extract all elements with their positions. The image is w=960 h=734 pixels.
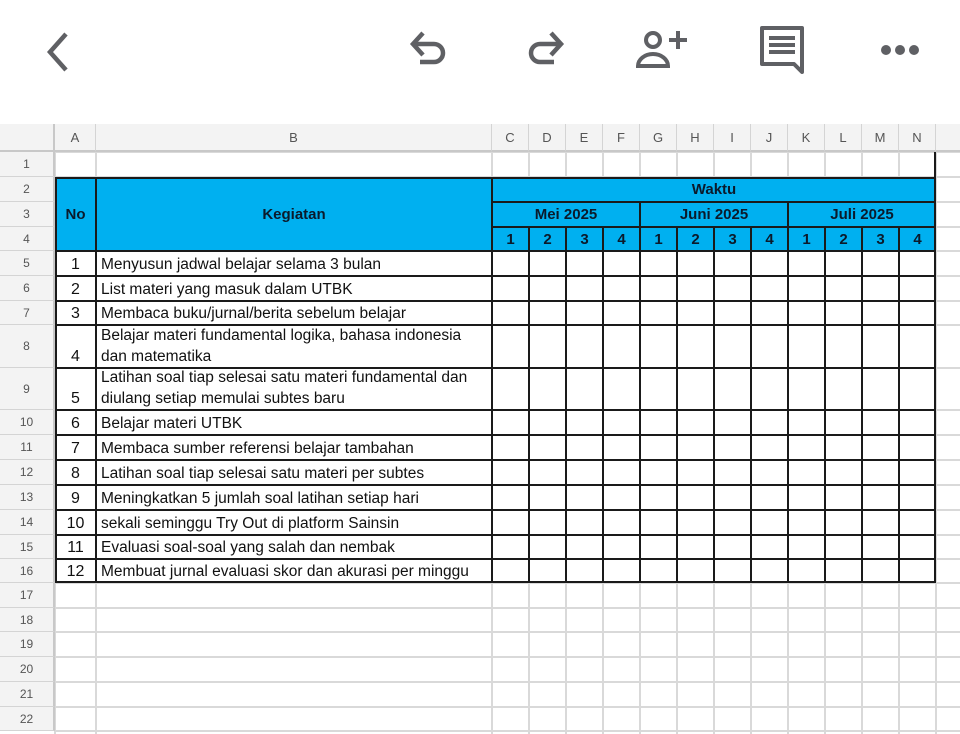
cell-schedule[interactable] [603,559,640,583]
cell-schedule[interactable] [751,325,788,368]
cell-schedule[interactable] [714,410,751,435]
cell-schedule[interactable] [788,368,825,410]
cell-schedule[interactable] [492,510,529,535]
column-header-f[interactable]: F [603,124,640,152]
cell-schedule[interactable] [788,485,825,510]
row-header-14[interactable]: 14 [0,510,55,535]
row-header-9[interactable]: 9 [0,368,55,410]
cell-schedule[interactable] [751,460,788,485]
cell-schedule[interactable] [788,510,825,535]
cell-schedule[interactable] [825,410,862,435]
cell-schedule[interactable] [825,368,862,410]
cell-schedule[interactable] [899,251,936,276]
cell-schedule[interactable] [825,559,862,583]
cell-schedule[interactable] [788,435,825,460]
cell-kegiatan[interactable]: Belajar materi fundamental logika, bahasa indonesia dan matematika [96,325,492,368]
cell-schedule[interactable] [640,325,677,368]
cell-schedule[interactable] [788,559,825,583]
redo-button[interactable] [518,22,574,78]
cell-schedule[interactable] [640,559,677,583]
cell-schedule[interactable] [899,276,936,301]
cell-schedule[interactable] [825,460,862,485]
row-header-18[interactable]: 18 [0,608,55,632]
cell-no[interactable]: 10 [55,510,96,535]
cell-kegiatan[interactable]: List materi yang masuk dalam UTBK [96,276,492,301]
cell-schedule[interactable] [677,535,714,559]
cell-schedule[interactable] [640,251,677,276]
cell-schedule[interactable] [788,410,825,435]
cell-schedule[interactable] [899,460,936,485]
cell-schedule[interactable] [603,485,640,510]
row-header-6[interactable]: 6 [0,276,55,301]
cell-schedule[interactable] [751,435,788,460]
cell-schedule[interactable] [529,276,566,301]
cell-schedule[interactable] [529,460,566,485]
column-header-l[interactable]: L [825,124,862,152]
cell-schedule[interactable] [640,535,677,559]
cell-schedule[interactable] [492,276,529,301]
cell-schedule[interactable] [899,325,936,368]
undo-button[interactable] [400,22,456,78]
column-header-d[interactable]: D [529,124,566,152]
cell-schedule[interactable] [899,301,936,325]
cell-schedule[interactable] [529,485,566,510]
cell-schedule[interactable] [714,485,751,510]
cell-schedule[interactable] [492,410,529,435]
row-header-22[interactable]: 22 [0,707,55,731]
cell-schedule[interactable] [529,410,566,435]
cell-schedule[interactable] [603,510,640,535]
cell-kegiatan[interactable]: Membaca buku/jurnal/berita sebelum belajar [96,301,492,325]
cell-schedule[interactable] [899,559,936,583]
cell-no[interactable]: 8 [55,460,96,485]
spreadsheet-grid[interactable] [0,124,960,734]
cell-schedule[interactable] [714,368,751,410]
column-header-n[interactable]: N [899,124,936,152]
cell-kegiatan[interactable]: Latihan soal tiap selesai satu materi fundamental dan diulang setiap memulai subtes baru [96,368,492,410]
cell-schedule[interactable] [825,435,862,460]
cell-schedule[interactable] [603,368,640,410]
row-header-19[interactable]: 19 [0,632,55,657]
cell-schedule[interactable] [566,559,603,583]
cell-schedule[interactable] [603,435,640,460]
cell-schedule[interactable] [788,460,825,485]
cell-schedule[interactable] [788,301,825,325]
share-button[interactable] [636,22,692,78]
cell-schedule[interactable] [603,276,640,301]
cell-schedule[interactable] [640,301,677,325]
cell-schedule[interactable] [492,535,529,559]
header-no[interactable]: No [55,177,96,251]
cell-schedule[interactable] [529,301,566,325]
cell-schedule[interactable] [677,485,714,510]
cell-kegiatan[interactable]: Membuat jurnal evaluasi skor dan akurasi per minggu [96,559,492,583]
header-month[interactable]: Juli 2025 [788,202,936,227]
header-waktu[interactable]: Waktu [492,177,936,202]
cell-schedule[interactable] [677,410,714,435]
cell-schedule[interactable] [603,410,640,435]
header-week[interactable]: 2 [529,227,566,251]
more-options-button[interactable] [872,22,928,78]
cell-schedule[interactable] [751,368,788,410]
cell-schedule[interactable] [788,535,825,559]
cell-no[interactable]: 12 [55,559,96,583]
row-header-4[interactable]: 4 [0,227,55,251]
back-button[interactable] [32,22,88,78]
column-header-m[interactable]: M [862,124,899,152]
cell-schedule[interactable] [862,276,899,301]
cell-schedule[interactable] [529,325,566,368]
cell-schedule[interactable] [751,559,788,583]
row-header-3[interactable]: 3 [0,202,55,227]
cell-schedule[interactable] [677,460,714,485]
add-person-icon [634,26,694,74]
cell-schedule[interactable] [603,251,640,276]
cell-schedule[interactable] [603,460,640,485]
cell-schedule[interactable] [825,510,862,535]
cell-schedule[interactable] [529,251,566,276]
cell-schedule[interactable] [492,435,529,460]
row-header-5[interactable]: 5 [0,251,55,276]
cell-schedule[interactable] [899,410,936,435]
cell-schedule[interactable] [751,535,788,559]
cell-schedule[interactable] [825,485,862,510]
cell-schedule[interactable] [566,325,603,368]
cell-schedule[interactable] [751,510,788,535]
row-header-21[interactable]: 21 [0,682,55,707]
cell-no[interactable]: 1 [55,251,96,276]
cell-schedule[interactable] [862,301,899,325]
cell-schedule[interactable] [677,510,714,535]
header-week[interactable]: 2 [677,227,714,251]
row-header-15[interactable]: 15 [0,535,55,559]
cell-schedule[interactable] [751,410,788,435]
cell-schedule[interactable] [751,485,788,510]
cell-schedule[interactable] [899,535,936,559]
cell-schedule[interactable] [862,410,899,435]
cell-schedule[interactable] [492,251,529,276]
cell-schedule[interactable] [788,276,825,301]
row-header-12[interactable]: 12 [0,460,55,485]
row-header-7[interactable]: 7 [0,301,55,325]
cell-schedule[interactable] [899,435,936,460]
cell-schedule[interactable] [714,276,751,301]
cell-schedule[interactable] [677,435,714,460]
cell-schedule[interactable] [492,460,529,485]
cell-schedule[interactable] [862,559,899,583]
column-header-g[interactable]: G [640,124,677,152]
column-header-c[interactable]: C [492,124,529,152]
back-icon [40,26,80,74]
cell-schedule[interactable] [714,510,751,535]
cell-schedule[interactable] [640,276,677,301]
cell-schedule[interactable] [677,368,714,410]
cell-schedule[interactable] [677,301,714,325]
cell-schedule[interactable] [640,410,677,435]
cell-schedule[interactable] [862,325,899,368]
cell-schedule[interactable] [529,535,566,559]
cell-schedule[interactable] [529,510,566,535]
cell-schedule[interactable] [677,276,714,301]
row-header-2[interactable]: 2 [0,177,55,202]
cell-kegiatan[interactable]: Menyusun jadwal belajar selama 3 bulan [96,251,492,276]
cell-no[interactable]: 9 [55,485,96,510]
cell-kegiatan[interactable]: Membaca sumber referensi belajar tambahan [96,435,492,460]
cell-schedule[interactable] [677,559,714,583]
cell-schedule[interactable] [825,251,862,276]
cell-no[interactable]: 6 [55,410,96,435]
column-header-a[interactable]: A [55,124,96,152]
cell-schedule[interactable] [714,435,751,460]
cell-schedule[interactable] [492,485,529,510]
cell-schedule[interactable] [899,510,936,535]
row-header-17[interactable]: 17 [0,583,55,608]
column-header-o[interactable] [936,124,960,152]
row-header-20[interactable]: 20 [0,657,55,682]
cell-schedule[interactable] [603,325,640,368]
row-header-8[interactable]: 8 [0,325,55,368]
cell-kegiatan[interactable]: Meningkatkan 5 jumlah soal latihan setiap hari [96,485,492,510]
header-week[interactable]: 1 [492,227,529,251]
cell-schedule[interactable] [862,460,899,485]
cell-schedule[interactable] [825,535,862,559]
cell-kegiatan[interactable]: Latihan soal tiap selesai satu materi per subtes [96,460,492,485]
header-month[interactable]: Juni 2025 [640,202,788,227]
more-icon [876,40,924,60]
cell-schedule[interactable] [862,535,899,559]
column-header-e[interactable]: E [566,124,603,152]
header-week[interactable]: 4 [603,227,640,251]
cell-kegiatan[interactable]: Evaluasi soal-soal yang salah dan nembak [96,535,492,559]
cell-schedule[interactable] [640,460,677,485]
cell-schedule[interactable] [640,435,677,460]
cell-schedule[interactable] [492,325,529,368]
toolbar [0,0,960,124]
cell-schedule[interactable] [492,559,529,583]
cell-schedule[interactable] [492,368,529,410]
cell-schedule[interactable] [566,410,603,435]
column-header-h[interactable]: H [677,124,714,152]
header-month[interactable]: Mei 2025 [492,202,640,227]
header-week[interactable]: 4 [751,227,788,251]
cell-schedule[interactable] [862,251,899,276]
cell-schedule[interactable] [788,251,825,276]
cell-schedule[interactable] [862,485,899,510]
cell-schedule[interactable] [566,460,603,485]
cell-schedule[interactable] [825,325,862,368]
cell-no[interactable]: 4 [55,325,96,368]
column-header-b[interactable]: B [96,124,492,152]
cell-schedule[interactable] [825,276,862,301]
cell-schedule[interactable] [714,460,751,485]
header-week[interactable]: 3 [566,227,603,251]
cell-schedule[interactable] [862,368,899,410]
cell-schedule[interactable] [751,301,788,325]
cell-schedule[interactable] [862,510,899,535]
cell-schedule[interactable] [529,435,566,460]
header-kegiatan[interactable]: Kegiatan [96,177,492,251]
cell-schedule[interactable] [751,251,788,276]
cell-schedule[interactable] [788,325,825,368]
header-week[interactable]: 1 [788,227,825,251]
cell-schedule[interactable] [566,251,603,276]
cell-schedule[interactable] [677,251,714,276]
cell-schedule[interactable] [566,435,603,460]
cell-schedule[interactable] [714,251,751,276]
cell-schedule[interactable] [751,276,788,301]
cell-schedule[interactable] [825,301,862,325]
cell-schedule[interactable] [714,325,751,368]
cell-schedule[interactable] [566,485,603,510]
cell-no[interactable]: 7 [55,435,96,460]
cell-schedule[interactable] [677,325,714,368]
cell-kegiatan[interactable]: Belajar materi UTBK [96,410,492,435]
cell-schedule[interactable] [566,510,603,535]
cell-schedule[interactable] [714,301,751,325]
cell-no[interactable]: 3 [55,301,96,325]
cell-schedule[interactable] [603,535,640,559]
row-header-16[interactable]: 16 [0,559,55,583]
column-header-k[interactable]: K [788,124,825,152]
cell-schedule[interactable] [899,368,936,410]
column-header-j[interactable]: J [751,124,788,152]
row-header-11[interactable]: 11 [0,435,55,460]
comments-button[interactable] [754,22,810,78]
cell-schedule[interactable] [603,301,640,325]
cell-schedule[interactable] [640,368,677,410]
row-header-10[interactable]: 10 [0,410,55,435]
cell-schedule[interactable] [492,301,529,325]
cell-schedule[interactable] [640,510,677,535]
cell-schedule[interactable] [714,559,751,583]
header-week[interactable]: 3 [714,227,751,251]
cell-no[interactable]: 5 [55,368,96,410]
cell-schedule[interactable] [529,559,566,583]
row-header-13[interactable]: 13 [0,485,55,510]
comment-icon [756,24,808,76]
cell-schedule[interactable] [714,535,751,559]
cell-schedule[interactable] [566,368,603,410]
header-week[interactable]: 1 [640,227,677,251]
cell-schedule[interactable] [566,276,603,301]
select-all-corner[interactable] [0,124,55,152]
row-header-1[interactable]: 1 [0,152,55,177]
cell-no[interactable]: 11 [55,535,96,559]
column-header-i[interactable]: I [714,124,751,152]
cell-no[interactable]: 2 [55,276,96,301]
redo-icon [522,26,570,74]
cell-schedule[interactable] [899,485,936,510]
cell-schedule[interactable] [529,368,566,410]
cell-schedule[interactable] [566,301,603,325]
cell-kegiatan[interactable]: sekali seminggu Try Out di platform Sainsin [96,510,492,535]
header-week[interactable]: 3 [862,227,899,251]
cell-schedule[interactable] [862,435,899,460]
header-week[interactable]: 2 [825,227,862,251]
undo-icon [404,26,452,74]
header-week[interactable]: 4 [899,227,936,251]
cell-schedule[interactable] [640,485,677,510]
cell-schedule[interactable] [566,535,603,559]
